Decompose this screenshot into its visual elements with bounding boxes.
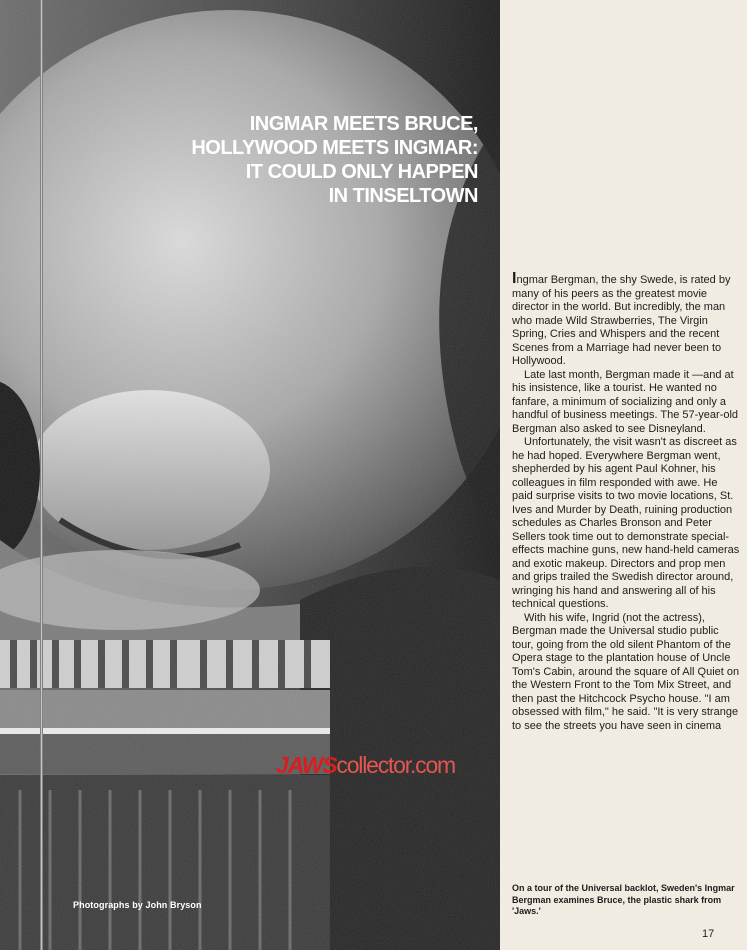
article-paragraph: Late last month, Bergman made it —and at his insistence, like a tourist. He wanted no fanfare, a minimum of socializing and only a handful of business meetings. The 57-year-old Bergman also asked to see Disneyland. — [512, 368, 739, 435]
photo-credit: Photographs by John Bryson — [73, 900, 202, 910]
article-paragraph-text: ngmar Bergman, the shy Swede, is rated by many of his peers as the greatest movie director in the world. But incredibly, the man who made Wild Strawberries, The Virgin Spring, Cries and Whispers and the recent Scenes from a Marriage had never been to Hollywood. — [512, 274, 731, 367]
headline-line: IN TINSELTOWN — [328, 185, 478, 207]
photo-caption: On a tour of the Universal backlot, Sweden's Ingmar Bergman examines Bruce, the plastic shark from 'Jaws.' — [512, 883, 735, 916]
watermark-domain: collector.com — [336, 752, 456, 778]
headline-line: INGMAR MEETS BRUCE, — [249, 113, 478, 135]
article-paragraph — [512, 270, 740, 369]
page-number: 17 — [702, 928, 715, 940]
watermark — [276, 752, 455, 779]
watermark-brand: JAWS — [276, 752, 337, 778]
article-body — [512, 270, 740, 733]
headline-line: HOLLYWOOD MEETS INGMAR: — [191, 137, 478, 159]
headline — [98, 112, 478, 208]
headline-line: IT COULD ONLY HAPPEN — [245, 161, 478, 183]
drop-cap: I — [512, 270, 517, 287]
article-paragraph: With his wife, Ingrid (not the actress), Bergman made the Universal studio public tour, going from the old silent Phantom of the Opera stage to the plantation house of Uncle Tom's Cabin, around the square of All Quiet on the Western Front to the Tom Mix Street, and then past the Hitchcock Psycho house. "I am obsessed with film," he said. "It is very strange to see the streets you have seen in cinema — [512, 611, 740, 732]
page-fold — [40, 0, 43, 950]
article-paragraph: Unfortunately, the visit wasn't as discreet as he had hoped. Everywhere Bergman went, shepherded by his agent Paul Kohner, his colleagues in film responded with awe. He paid surprise visits to two movie locations, St. Ives and Murder by Death, ruining production schedules as Charles Bronson and Peter Sellers took time out to demonstrate special-effects machine guns, new hand-held cameras and exotic makeup. Directors and prop men and grips trailed the Swedish director around, wringing his hand and answering all of his technical questions. — [512, 436, 740, 610]
